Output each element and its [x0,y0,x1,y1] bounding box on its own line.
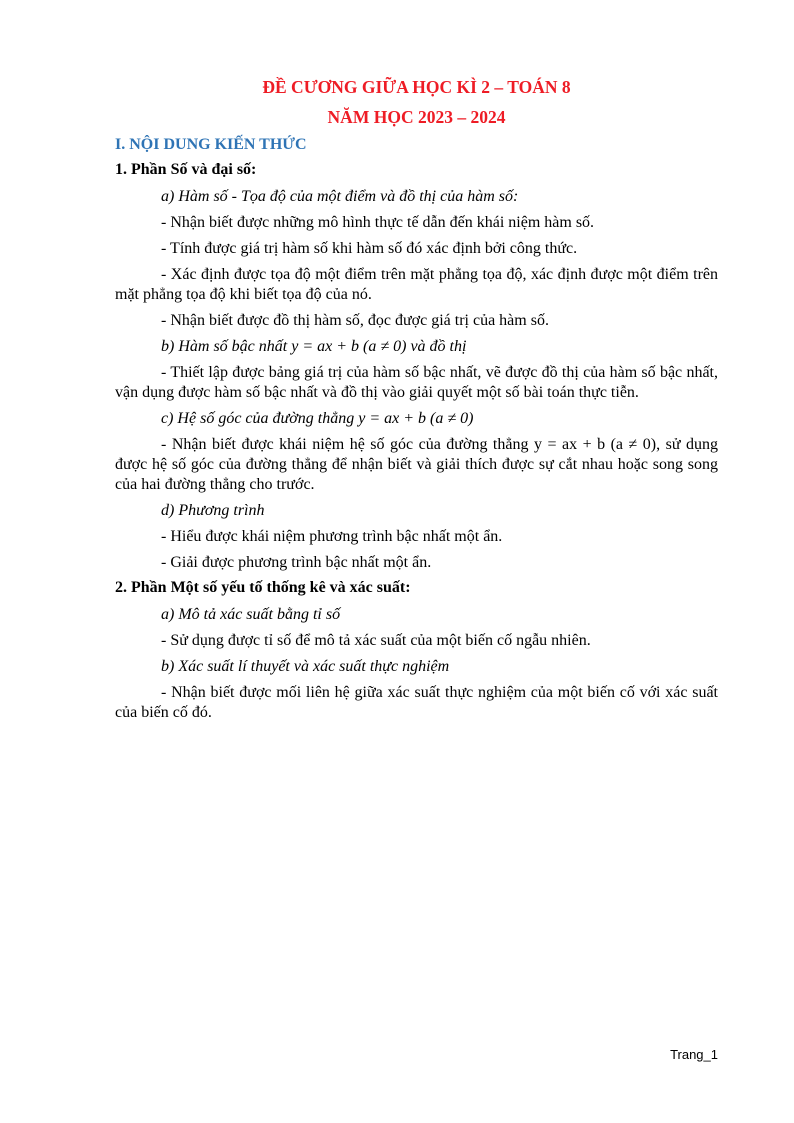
part1-a-item-2: - Tính được giá trị hàm số khi hàm số đó xác định bởi công thức. [161,240,578,257]
part2-b-item-1: - Nhận biết được mối liên hệ giữa xác suất thực nghiệm của một biến cố với xác suất của biến cố đó. [115,684,718,721]
part2-heading: 2. Phần Một số yếu tố thống kê và xác suất: [115,579,411,596]
part1-heading: 1. Phần Số và đại số: [115,161,257,178]
part2-a-item-1: - Sử dụng được tỉ số để mô tả xác suất của một biến cố ngẫu nhiên. [161,632,591,649]
part2-a-title: a) Mô tả xác suất bằng tỉ số [161,606,341,623]
page-number: Trang_1 [670,1047,718,1062]
part1-a-item-3: - Xác định được tọa độ một điểm trên mặt phẳng tọa độ, xác định được một điểm trên mặt phẳng tọa độ khi biết tọa độ của nó. [115,266,718,303]
part1-b-item-1: - Thiết lập được bảng giá trị của hàm số bậc nhất, vẽ được đồ thị của hàm số bậc nhất, vận dụng được hàm số bậc nhất và đồ thị vào giải quyết một số bài toán thực tiễn. [115,364,718,401]
document-title-line2: NĂM HỌC 2023 – 2024 [327,107,506,127]
part1-d-item-1: - Hiểu được khái niệm phương trình bậc nhất một ẩn. [161,528,503,545]
part1-d-item-2: - Giải được phương trình bậc nhất một ẩn. [161,554,432,571]
part1-a-item-1: - Nhận biết được những mô hình thực tế dẫn đến khái niệm hàm số. [161,214,595,231]
part1-a-item-4: - Nhận biết được đồ thị hàm số, đọc được giá trị của hàm số. [161,312,549,329]
part2-b-title: b) Xác suất lí thuyết và xác suất thực nghiệm [161,658,450,675]
part1-c-title: c) Hệ số góc của đường thẳng y = ax + b (a ≠ 0) [161,410,474,427]
document-content [115,77,718,723]
section-heading: I. NỘI DUNG KIẾN THỨC [115,136,307,153]
part1-d-title: d) Phương trình [161,502,265,519]
document-title-line1: ĐỀ CƯƠNG GIỮA HỌC KÌ 2 – TOÁN 8 [262,77,571,97]
part1-b-title: b) Hàm số bậc nhất y = ax + b (a ≠ 0) và đồ thị [161,338,467,355]
part1-c-item-1: - Nhận biết được khái niệm hệ số góc của đường thẳng y = ax + b (a ≠ 0), sử dụng được hệ số góc của đường thẳng để nhận biết và giải thích được sự cắt nhau hoặc song song của hai đường thẳng cho trước. [115,436,718,493]
part1-a-title: a) Hàm số - Tọa độ của một điểm và đồ thị của hàm số: [161,188,519,205]
